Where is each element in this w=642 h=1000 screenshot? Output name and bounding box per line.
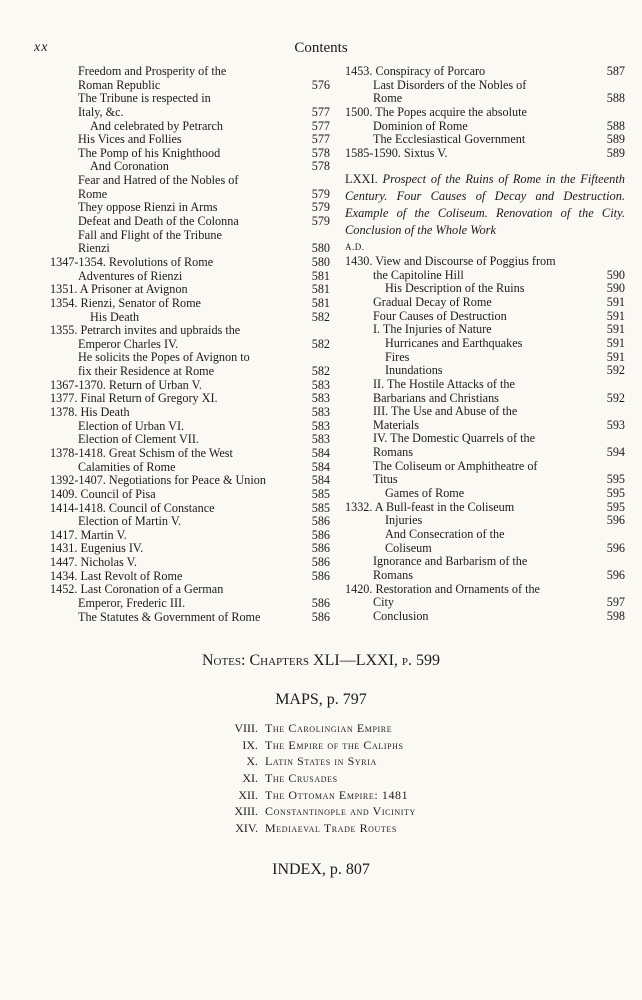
- contents-entry: [50, 270, 330, 284]
- entry-text: 1378-1418. Great Schism of the West: [50, 445, 233, 460]
- entry-page-number: 591: [606, 335, 625, 350]
- entry-page-number: 577: [311, 118, 330, 133]
- entry-text: Gradual Decay of Rome: [373, 295, 492, 310]
- entry-page-number: 595: [606, 499, 625, 514]
- contents-entry: [345, 610, 625, 624]
- map-name: The Ottoman Empire: 1481: [265, 787, 409, 802]
- map-name: The Empire of the Caliphs: [265, 737, 404, 752]
- entry-text: fix their Residence at Rome: [78, 364, 215, 379]
- entry-page-number: 591: [606, 322, 625, 337]
- entry-page-number: 586: [311, 609, 330, 624]
- entry-page-number: 586: [311, 527, 330, 542]
- entry-text: The Ecclesiastical Government: [373, 132, 526, 147]
- entry-text: 1409. Council of Pisa: [50, 486, 156, 501]
- contents-entry: [345, 569, 625, 583]
- entry-text: 1417. Martin V.: [50, 527, 127, 542]
- entry-text: Ignorance and Barbarism of the: [373, 554, 528, 569]
- entry-text: Hurricanes and Earthquakes: [385, 335, 523, 350]
- contents-entry: [50, 556, 330, 570]
- entry-text: Conclusion: [373, 608, 429, 623]
- contents-entry: [50, 324, 330, 338]
- entry-text: The Statutes & Government of Rome: [78, 609, 261, 624]
- map-number: IX.: [242, 737, 258, 752]
- section-gap: [345, 160, 625, 171]
- entry-text: Freedom and Prosperity of the: [78, 64, 227, 78]
- entry-page-number: 585: [311, 486, 330, 501]
- contents-entry: [50, 433, 330, 447]
- map-number: XIV.: [235, 821, 258, 836]
- entry-text: And celebrated by Petrarch: [90, 118, 223, 133]
- contents-entry: [50, 106, 330, 120]
- contents-entry: [50, 215, 330, 229]
- entry-page-number: 584: [311, 445, 330, 460]
- contents-entry: [345, 269, 625, 283]
- entry-page-number: 585: [311, 500, 330, 515]
- entry-text: Rome: [373, 91, 403, 106]
- entry-page-number: 594: [606, 445, 625, 460]
- contents-entry: [345, 92, 625, 106]
- contents-entry: [345, 419, 625, 433]
- entry-text: Defeat and Death of the Colonna: [78, 214, 239, 229]
- entry-page-number: 596: [606, 540, 625, 555]
- entry-page-number: 595: [606, 486, 625, 501]
- map-number: XIII.: [234, 804, 258, 819]
- entry-text: Election of Clement VII.: [78, 432, 199, 447]
- entry-text: They oppose Rienzi in Arms: [78, 200, 218, 215]
- contents-entry: [50, 365, 330, 379]
- entry-page-number: 596: [606, 567, 625, 582]
- entry-text: His Description of the Ruins: [385, 281, 525, 296]
- contents-entry: [345, 310, 625, 324]
- entry-page-number: 584: [311, 473, 330, 488]
- contents-entry: [345, 473, 625, 487]
- contents-entry: [345, 65, 625, 79]
- entry-text: 1430. View and Discourse of Poggius from: [345, 254, 556, 269]
- entry-text: Materials: [373, 417, 420, 432]
- contents-entry: [345, 487, 625, 501]
- entry-page-number: 590: [606, 267, 625, 282]
- entry-page-number: 582: [311, 364, 330, 379]
- contents-entry: [345, 282, 625, 296]
- contents-entry: [50, 256, 330, 270]
- entry-page-number: 588: [606, 91, 625, 106]
- contents-entry: [50, 392, 330, 406]
- map-number: VIII.: [234, 721, 258, 735]
- entry-text: 1354. Rienzi, Senator of Rome: [50, 295, 201, 310]
- contents-entry: [50, 420, 330, 434]
- index-heading: INDEX, p. 807: [272, 861, 370, 878]
- contents-entry: [50, 502, 330, 516]
- contents-entry: [50, 488, 330, 502]
- entry-text: Games of Rome: [385, 486, 465, 501]
- contents-entry: [345, 323, 625, 337]
- entry-page-number: 579: [311, 214, 330, 229]
- map-number: X.: [246, 754, 258, 769]
- contents-entry: [345, 392, 625, 406]
- entry-page-number: 591: [606, 308, 625, 323]
- contents-entry: [50, 611, 330, 625]
- entry-text: And Consecration of the: [385, 526, 505, 541]
- contents-entry: [345, 120, 625, 134]
- contents-entry: [50, 92, 330, 106]
- entry-text: Roman Republic: [78, 77, 161, 92]
- entry-text: 1452. Last Coronation of a German: [50, 582, 224, 597]
- entry-text: Coliseum: [385, 540, 432, 555]
- entry-text: Rienzi: [78, 241, 110, 256]
- contents-entry: [50, 133, 330, 147]
- right-column-top-entries: [345, 65, 625, 160]
- entry-text: Calamities of Rome: [78, 459, 176, 474]
- entry-text: 1355. Petrarch invites and upbraids the: [50, 323, 241, 338]
- entry-page-number: 592: [606, 363, 625, 378]
- entry-text: IV. The Domestic Quarrels of the: [373, 431, 536, 446]
- entry-text: 1453. Conspiracy of Porcaro: [345, 64, 486, 78]
- right-column-bottom-entries: [345, 255, 625, 623]
- entry-text: Dominion of Rome: [373, 118, 468, 133]
- entry-text: Emperor, Frederic III.: [78, 595, 186, 610]
- contents-entry: [50, 447, 330, 461]
- entry-page-number: 583: [311, 418, 330, 433]
- map-number: XI.: [242, 771, 258, 786]
- entry-text: His Death: [90, 309, 140, 324]
- chapter-title: Prospect of the Ruins of Rome in the Fifteenth Century. Four Causes of Decay and Destruction. Example of the Coliseum. Renovation of the City. Conclusion of the Whole Work: [345, 172, 625, 238]
- contents-entry: [50, 283, 330, 297]
- entry-text: I. The Injuries of Nature: [373, 322, 492, 337]
- contents-entry: [345, 542, 625, 556]
- entry-text: Emperor Charles IV.: [78, 336, 179, 351]
- contents-entry: [345, 364, 625, 378]
- contents-entry: [345, 351, 625, 365]
- entry-text: Election of Martin V.: [78, 514, 182, 529]
- entry-text: 1500. The Popes acquire the absolute: [345, 104, 527, 119]
- contents-left-column: [50, 65, 330, 624]
- contents-entry: [50, 229, 330, 243]
- contents-entry: [50, 379, 330, 393]
- entry-text: He solicits the Popes of Avignon to: [78, 350, 250, 365]
- entry-text: City: [373, 595, 394, 610]
- entry-page-number: 586: [311, 514, 330, 529]
- notes-heading-text: Notes: Chapters XLI—LXXI, p. 599: [201, 652, 441, 669]
- contents-entry: [50, 188, 330, 202]
- contents-entry: [345, 501, 625, 515]
- entry-page-number: 576: [311, 77, 330, 92]
- entry-text: Four Causes of Destruction: [373, 308, 507, 323]
- contents-entry: [345, 296, 625, 310]
- maps-heading: MAPS, p. 797: [275, 691, 367, 708]
- contents-entry: [345, 514, 625, 528]
- contents-entry: [345, 378, 625, 392]
- contents-entry: [50, 583, 330, 597]
- map-name: Mediaeval Trade Routes: [265, 821, 397, 836]
- entry-text: Injuries: [385, 513, 423, 528]
- entry-text: Italy, &c.: [78, 104, 124, 119]
- page-number: xx: [34, 40, 49, 55]
- chapter-heading: [345, 171, 625, 239]
- map-name: Constantinople and Vicinity: [265, 804, 416, 819]
- contents-entry: [50, 79, 330, 93]
- entry-page-number: 577: [311, 132, 330, 147]
- entry-text: The Tribune is respected in: [78, 91, 211, 106]
- contents-entry: [50, 351, 330, 365]
- entry-text: II. The Hostile Attacks of the: [373, 376, 515, 391]
- contents-entry: [345, 460, 625, 474]
- entry-page-number: 590: [606, 281, 625, 296]
- entry-text: 1447. Nicholas V.: [50, 555, 137, 570]
- entry-text: His Vices and Follies: [78, 132, 182, 147]
- entry-text: Fear and Hatred of the Nobles of: [78, 173, 239, 188]
- entry-page-number: 586: [311, 555, 330, 570]
- entry-page-number: 586: [311, 595, 330, 610]
- entry-page-number: 583: [311, 432, 330, 447]
- entry-page-number: 580: [311, 241, 330, 256]
- entry-page-number: 581: [311, 282, 330, 297]
- era-label: A.D.: [345, 242, 365, 253]
- entry-text: 1332. A Bull-feast in the Coliseum: [345, 499, 515, 514]
- entry-text: Adventures of Rienzi: [78, 268, 183, 283]
- entry-text: Titus: [373, 472, 398, 487]
- entry-page-number: 588: [606, 118, 625, 133]
- contents-entry: [50, 597, 330, 611]
- entry-page-number: 591: [606, 295, 625, 310]
- contents-entry: [50, 515, 330, 529]
- entry-text: Fires: [385, 349, 410, 364]
- contents-entry: [345, 596, 625, 610]
- map-name: Latin States in Syria: [265, 754, 377, 769]
- entry-page-number: 577: [311, 104, 330, 119]
- notes-heading: [0, 652, 642, 670]
- running-title: Contents: [294, 40, 348, 56]
- entry-page-number: 587: [606, 64, 625, 78]
- map-name: The Crusades: [265, 771, 338, 786]
- contents-entry: [50, 65, 330, 79]
- contents-right-column: [345, 65, 625, 623]
- entry-page-number: 593: [606, 417, 625, 432]
- contents-entry: [345, 432, 625, 446]
- entry-text: 1347-1354. Revolutions of Rome: [50, 254, 214, 269]
- entry-text: III. The Use and Abuse of the: [373, 404, 518, 419]
- contents-entry: [50, 147, 330, 161]
- entry-page-number: 584: [311, 459, 330, 474]
- contents-entry: [345, 337, 625, 351]
- contents-entry: [345, 147, 625, 161]
- entry-text: Last Disorders of the Nobles of: [373, 77, 527, 92]
- entry-text: Rome: [78, 186, 108, 201]
- entry-page-number: 589: [606, 132, 625, 147]
- map-name: The Carolingian Empire: [265, 721, 393, 735]
- contents-entry: [345, 255, 625, 269]
- entry-text: The Pomp of his Knighthood: [78, 145, 221, 160]
- contents-entry: [50, 201, 330, 215]
- entry-page-number: 592: [606, 390, 625, 405]
- contents-entry: [50, 120, 330, 134]
- contents-entry: [50, 311, 330, 325]
- entry-text: Election of Urban VI.: [78, 418, 185, 433]
- entry-page-number: 595: [606, 472, 625, 487]
- entry-page-number: 583: [311, 391, 330, 406]
- entry-text: 1392-1407. Negotiations for Peace & Union: [50, 473, 266, 488]
- contents-entry: [50, 529, 330, 543]
- contents-entry: [345, 446, 625, 460]
- entry-page-number: 583: [311, 405, 330, 420]
- contents-entry: [345, 405, 625, 419]
- entry-page-number: 579: [311, 186, 330, 201]
- entry-text: 1367-1370. Return of Urban V.: [50, 377, 202, 392]
- entry-text: 1377. Final Return of Gregory XI.: [50, 391, 218, 406]
- entry-page-number: 586: [311, 541, 330, 556]
- contents-entry: [50, 297, 330, 311]
- contents-entry: [50, 160, 330, 174]
- entry-text: Fall and Flight of the Tribune: [78, 227, 222, 242]
- entry-text: The Coliseum or Amphitheatre of: [373, 458, 538, 473]
- entry-page-number: 578: [311, 159, 330, 174]
- entry-text: Romans: [373, 567, 413, 582]
- entry-page-number: 581: [311, 295, 330, 310]
- contents-entry: [345, 528, 625, 542]
- entry-page-number: 591: [606, 349, 625, 364]
- map-number: XII.: [238, 787, 258, 802]
- contents-entry: [345, 583, 625, 597]
- contents-entry: [345, 555, 625, 569]
- entry-text: 1414-1418. Council of Constance: [50, 500, 215, 515]
- entry-page-number: 582: [311, 309, 330, 324]
- entry-page-number: 582: [311, 336, 330, 351]
- entry-text: Romans: [373, 445, 413, 460]
- entry-page-number: 589: [606, 145, 625, 160]
- entry-text: And Coronation: [90, 159, 169, 174]
- contents-entry: [345, 106, 625, 120]
- entry-text: 1378. His Death: [50, 405, 130, 420]
- chapter-number: LXXI.: [345, 172, 378, 187]
- entry-page-number: 597: [606, 595, 625, 610]
- contents-entry: [50, 242, 330, 256]
- contents-entry: [50, 406, 330, 420]
- contents-entry: [50, 461, 330, 475]
- entry-page-number: 579: [311, 200, 330, 215]
- contents-entry: [50, 570, 330, 584]
- entry-page-number: 598: [606, 608, 625, 623]
- entry-text: Inundations: [385, 363, 443, 378]
- entry-page-number: 586: [311, 568, 330, 583]
- entry-text: 1420. Restoration and Ornaments of the: [345, 581, 540, 596]
- entry-text: the Capitoline Hill: [373, 267, 464, 282]
- entry-text: Barbarians and Christians: [373, 390, 499, 405]
- entry-text: 1431. Eugenius IV.: [50, 541, 144, 556]
- entry-text: 1434. Last Revolt of Rome: [50, 568, 183, 583]
- contents-entry: [50, 174, 330, 188]
- entry-page-number: 581: [311, 268, 330, 283]
- contents-entry: [345, 79, 625, 93]
- entry-page-number: 596: [606, 513, 625, 528]
- contents-entry: [50, 542, 330, 556]
- entry-page-number: 580: [311, 254, 330, 269]
- entry-page-number: 578: [311, 145, 330, 160]
- contents-entry: [50, 338, 330, 352]
- entry-page-number: 583: [311, 377, 330, 392]
- contents-entry: [345, 133, 625, 147]
- entry-text: 1585-1590. Sixtus V.: [345, 145, 448, 160]
- contents-entry: [50, 474, 330, 488]
- entry-text: 1351. A Prisoner at Avignon: [50, 282, 188, 297]
